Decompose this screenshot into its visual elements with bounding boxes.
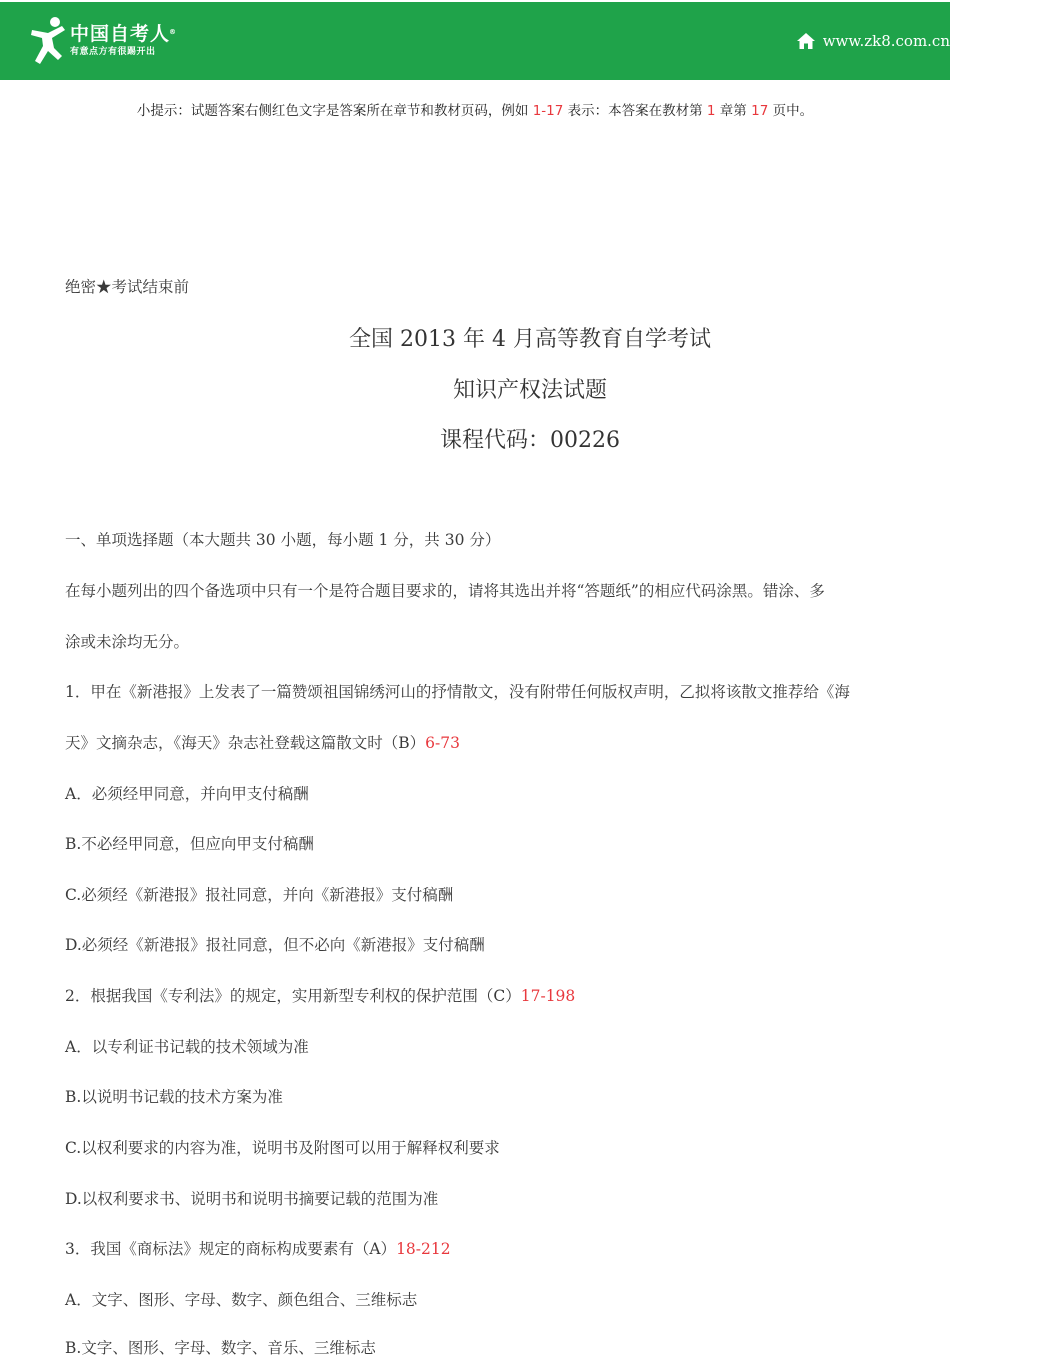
q2-option-a: A．以专利证书记载的技术领域为准 [65, 1038, 309, 1056]
logo-slogan: 有意点方有很踢开出 [70, 47, 156, 57]
q1-option-b: B.不必经甲同意，但应向甲支付稿酬 [65, 835, 314, 853]
header-bar [0, 2, 950, 80]
course-code: 课程代码：00226 [440, 428, 620, 453]
home-icon [796, 32, 816, 50]
q1-stem-line-1: 1．甲在《新港报》上发表了一篇赞颂祖国锦绣河山的抒情散文，没有附带任何版权声明，乙拟将该散文推荐给《海 [65, 683, 850, 701]
q2-stem: 2．根据我国《专利法》的规定，实用新型专利权的保护范围（C）17-198 [65, 987, 576, 1005]
exam-title: 全国 2013 年 4 月高等教育自学考试 [349, 327, 711, 352]
instructions-line-1: 在每小题列出的四个备选项中只有一个是符合题目要求的，请将其选出并将“答题纸”的相应代码涂黑。错涂、多 [65, 582, 825, 600]
tip-chapter-suffix: 章第 [715, 103, 752, 119]
q1-option-d: D.必须经《新港报》报社同意，但不必向《新港报》支付稿酬 [65, 936, 485, 954]
q1-stem-line-2: 天》文摘杂志，《海天》杂志社登载这篇散文时（B）6-73 [65, 734, 460, 752]
q1-answer-ref: 6-73 [425, 734, 460, 752]
tip-prefix: 小提示：试题答案右侧红色文字是答案所在章节和教材页码，例如 [136, 103, 533, 119]
tip-example-ref: 1-17 [532, 103, 564, 119]
tip-page: 17 [751, 103, 769, 119]
q2-answer-ref: 17-198 [520, 987, 576, 1005]
q2-option-b: B.以说明书记载的技术方案为准 [65, 1088, 283, 1106]
tip-chapter: 1 [706, 103, 716, 119]
runner-logo-icon [28, 16, 68, 66]
section-heading: 一、单项选择题（本大题共 30 小题，每小题 1 分，共 30 分） [65, 531, 501, 549]
instructions-line-2: 涂或未涂均无分。 [65, 633, 190, 651]
site-home-link[interactable] [796, 32, 950, 50]
site-logo[interactable] [28, 16, 178, 66]
q2-option-c: C.以权利要求的内容为准，说明书及附图可以用于解释权利要求 [65, 1139, 500, 1157]
subject-title: 知识产权法试题 [452, 378, 607, 403]
q1-option-a: A．必须经甲同意，并向甲支付稿酬 [65, 785, 309, 803]
logo-text [70, 23, 178, 59]
tip-middle: 表示：本答案在教材第 [563, 103, 707, 119]
q3-option-a: A．文字、图形、字母、数字、颜色组合、三维标志 [65, 1291, 418, 1309]
site-url: www.zk8.com.cn [822, 32, 950, 50]
answer-tip [0, 99, 950, 119]
q3-answer-ref: 18-212 [396, 1240, 451, 1258]
tip-suffix: 页中。 [768, 103, 814, 119]
confidential-label: 绝密★考试结束前 [65, 278, 190, 296]
q2-option-d: D.以权利要求书、说明书和说明书摘要记载的范围为准 [65, 1190, 439, 1208]
q1-option-c: C.必须经《新港报》报社同意，并向《新港报》支付稿酬 [65, 886, 454, 904]
logo-name: 中国自考人 ® [70, 23, 178, 45]
q3-option-b: B.文字、图形、字母、数字、音乐、三维标志 [65, 1339, 376, 1357]
q3-stem: 3．我国《商标法》规定的商标构成要素有（A）18-212 [65, 1240, 451, 1258]
registered-mark: ® [169, 28, 178, 36]
